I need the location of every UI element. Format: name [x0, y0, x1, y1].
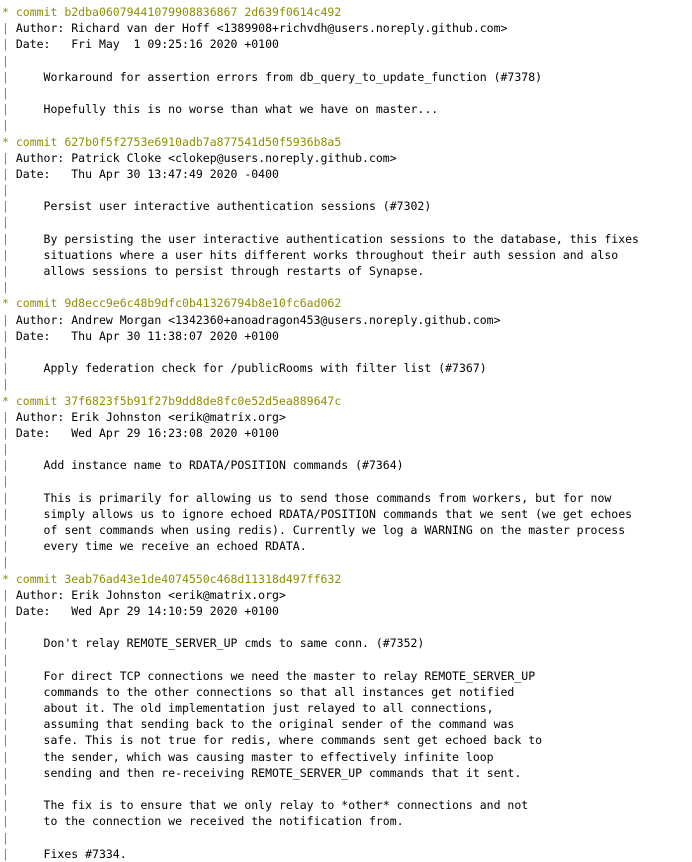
graph-column: | [2, 684, 16, 699]
commit-hash-text: commit b2dba06079441079908836867 2d639f0614c492 [15, 5, 342, 19]
commit-message-line [0, 263, 692, 279]
graph-column: | [2, 749, 16, 764]
line-text: Date: Fri May 1 09:25:16 2020 +0100 [15, 37, 279, 52]
commit-header-line [0, 134, 692, 150]
line-text: This is primarily for allowing us to send those commands from workers, but for now [15, 490, 612, 505]
line-text: allows sessions to persist through restarts of Synapse. [15, 264, 425, 278]
line-text: Author: Richard van der Hoff <1389908+richvdh@users.noreply.github.com> [15, 21, 508, 36]
commit-message-line [0, 765, 692, 781]
line-text: commands to the other connections so that all instances get notified [15, 684, 515, 699]
commit-message-line [0, 716, 692, 732]
commit-message-line [0, 522, 692, 538]
graph-blank-line [0, 441, 692, 457]
graph-blank-line [0, 279, 692, 295]
graph-column: | [2, 442, 16, 457]
graph-blank-line [0, 652, 692, 668]
graph-blank-line [0, 830, 692, 846]
graph-column: | [2, 846, 16, 861]
line-text: the sender, which was causing master to effectively infinite loop [15, 749, 494, 764]
graph-column: | [2, 53, 16, 68]
graph-column: | [2, 814, 16, 829]
graph-column: | [2, 798, 16, 813]
commit-message-line [0, 732, 692, 748]
commit-message-line [0, 198, 692, 214]
graph-column: * [2, 296, 16, 311]
graph-column: | [2, 733, 16, 748]
line-text: The fix is to ensure that we only relay to *other* connections and not [15, 798, 529, 813]
line-text: to the connection we received the notification from. [15, 814, 404, 829]
commit-message-line [0, 668, 692, 684]
commit-message-line [0, 506, 692, 522]
graph-column: * [2, 571, 16, 586]
graph-column: | [2, 118, 16, 133]
line-text: Author: Erik Johnston <erik@matrix.org> [15, 409, 286, 424]
commit-meta-line [0, 587, 692, 603]
commit-header-line [0, 393, 692, 409]
graph-column: | [2, 782, 16, 796]
graph-column: | [2, 199, 16, 214]
graph-column: | [2, 215, 16, 230]
commit-message-line [0, 360, 692, 376]
graph-column: | [2, 539, 16, 554]
commit-meta-line [0, 312, 692, 328]
commit-meta-line [0, 425, 692, 441]
graph-column: | [2, 701, 16, 716]
commit-message-line [0, 749, 692, 765]
commit-meta-line [0, 328, 692, 344]
line-text: simply allows us to ignore echoed RDATA/POSITION commands that we sent (we get echoes [15, 506, 633, 521]
commit-message-line [0, 490, 692, 506]
graph-column: | [2, 183, 16, 198]
graph-column: | [2, 312, 16, 327]
commit-header-line [0, 295, 692, 311]
line-text: Author: Erik Johnston <erik@matrix.org> [15, 587, 286, 602]
commit-meta-line [0, 150, 692, 166]
line-text: Author: Patrick Cloke <clokep@users.noreply.github.com> [15, 150, 397, 165]
commit-hash-text: commit 627b0f5f2753e6910adb7a877541d50f5936b8a5 [15, 134, 342, 149]
line-text: Apply federation check for /publicRooms with filter list (#7367) [15, 361, 487, 376]
graph-column: | [2, 652, 16, 667]
line-text: Date: Thu Apr 30 11:38:07 2020 +0100 [15, 328, 279, 343]
line-text: Fixes #7334. [15, 846, 127, 861]
commit-message-line [0, 538, 692, 554]
graph-column: | [2, 328, 16, 343]
graph-blank-line [0, 53, 692, 69]
graph-blank-line [0, 214, 692, 230]
commit-meta-line [0, 409, 692, 425]
graph-blank-line [0, 182, 692, 198]
commit-header-line [0, 4, 692, 20]
graph-column: | [2, 85, 16, 100]
graph-column: | [2, 765, 16, 780]
graph-column: | [2, 668, 16, 683]
graph-column: | [2, 458, 16, 473]
graph-blank-line [0, 376, 692, 392]
graph-column: | [2, 555, 16, 570]
graph-column: | [2, 69, 16, 84]
graph-column: | [2, 409, 16, 424]
graph-column: * [2, 393, 16, 408]
commit-meta-line [0, 603, 692, 619]
graph-column: | [2, 425, 16, 440]
graph-column: | [2, 830, 16, 845]
line-text: Add instance name to RDATA/POSITION commands (#7364) [15, 458, 404, 473]
line-text: Don't relay REMOTE_SERVER_UP cmds to same conn. (#7352) [15, 636, 425, 651]
graph-column: | [2, 247, 16, 262]
commit-message-line [0, 684, 692, 700]
line-text: sending and then re-receiving REMOTE_SERVER_UP commands that it sent. [15, 765, 522, 780]
line-text: assuming that sending back to the original sender of the command was [15, 717, 515, 732]
line-text: Date: Wed Apr 29 14:10:59 2020 +0100 [15, 603, 279, 618]
line-text: For direct TCP connections we need the master to relay REMOTE_SERVER_UP [15, 668, 536, 683]
line-text: Workaround for assertion errors from db_query_to_update_function (#7378) [15, 69, 543, 84]
graph-column: | [2, 102, 16, 117]
line-text: every time we receive an echoed RDATA. [15, 539, 307, 554]
graph-column: | [2, 603, 16, 618]
commit-message-line [0, 635, 692, 651]
graph-column: * [2, 134, 16, 149]
graph-column: | [2, 166, 16, 181]
line-text: situations where a user hits different works throughout their auth session and also [15, 247, 619, 262]
commit-message-line [0, 101, 692, 117]
line-text: about it. The old implementation just relayed to all connections, [15, 701, 494, 716]
commit-meta-line [0, 20, 692, 36]
graph-column: | [2, 150, 16, 165]
graph-blank-line [0, 554, 692, 570]
graph-column: * [2, 5, 16, 19]
commit-message-line [0, 797, 692, 813]
graph-column: | [2, 280, 16, 295]
commit-hash-text: commit 9d8ecc9e6c48b9dfc0b41326794b8e10fc6ad062 [15, 296, 342, 311]
commit-meta-line [0, 166, 692, 182]
commit-message-line [0, 69, 692, 85]
commit-hash-text: commit 3eab76ad43e1de4074550c468d11318d497ff632 [15, 571, 342, 586]
graph-column: | [2, 37, 16, 52]
graph-column: | [2, 587, 16, 602]
commit-header-line [0, 571, 692, 587]
graph-column: | [2, 264, 16, 278]
graph-column: | [2, 344, 16, 359]
line-text: Author: Andrew Morgan <1342360+anoadragon453@users.noreply.github.com> [15, 312, 501, 327]
graph-blank-line [0, 473, 692, 489]
line-text: By persisting the user interactive authentication sessions to the database, this fixes [15, 231, 639, 246]
commit-message-line [0, 813, 692, 829]
graph-blank-line [0, 619, 692, 635]
graph-column: | [2, 523, 16, 537]
graph-column: | [2, 377, 16, 392]
graph-column: | [2, 490, 16, 505]
commit-message-line [0, 231, 692, 247]
commit-message-line [0, 700, 692, 716]
graph-column: | [2, 361, 16, 376]
line-text: Date: Wed Apr 29 16:23:08 2020 +0100 [15, 425, 279, 440]
graph-column: | [2, 717, 16, 732]
graph-column: | [2, 506, 16, 521]
commit-message-line [0, 846, 692, 862]
graph-column: | [2, 620, 16, 635]
line-text: Hopefully this is no worse than what we have on master... [15, 102, 439, 117]
graph-column: | [2, 474, 16, 489]
graph-column: | [2, 636, 16, 651]
line-text: Date: Thu Apr 30 13:47:49 2020 -0400 [15, 166, 279, 181]
line-text: Persist user interactive authentication sessions (#7302) [15, 199, 432, 214]
graph-column: | [2, 21, 16, 36]
commit-message-line [0, 247, 692, 263]
graph-blank-line [0, 117, 692, 133]
graph-blank-line [0, 85, 692, 101]
commit-meta-line [0, 36, 692, 52]
graph-blank-line [0, 781, 692, 797]
line-text: safe. This is not true for redis, where commands sent get echoed back to [15, 733, 543, 748]
graph-column: | [2, 231, 16, 246]
commit-message-line [0, 457, 692, 473]
line-text: of sent commands when using redis). Currently we log a WARNING on the master process [15, 523, 626, 537]
graph-blank-line [0, 344, 692, 360]
commit-hash-text: commit 37f6823f5b91f27b9dd8de8fc0e52d5ea889647c [15, 393, 342, 408]
